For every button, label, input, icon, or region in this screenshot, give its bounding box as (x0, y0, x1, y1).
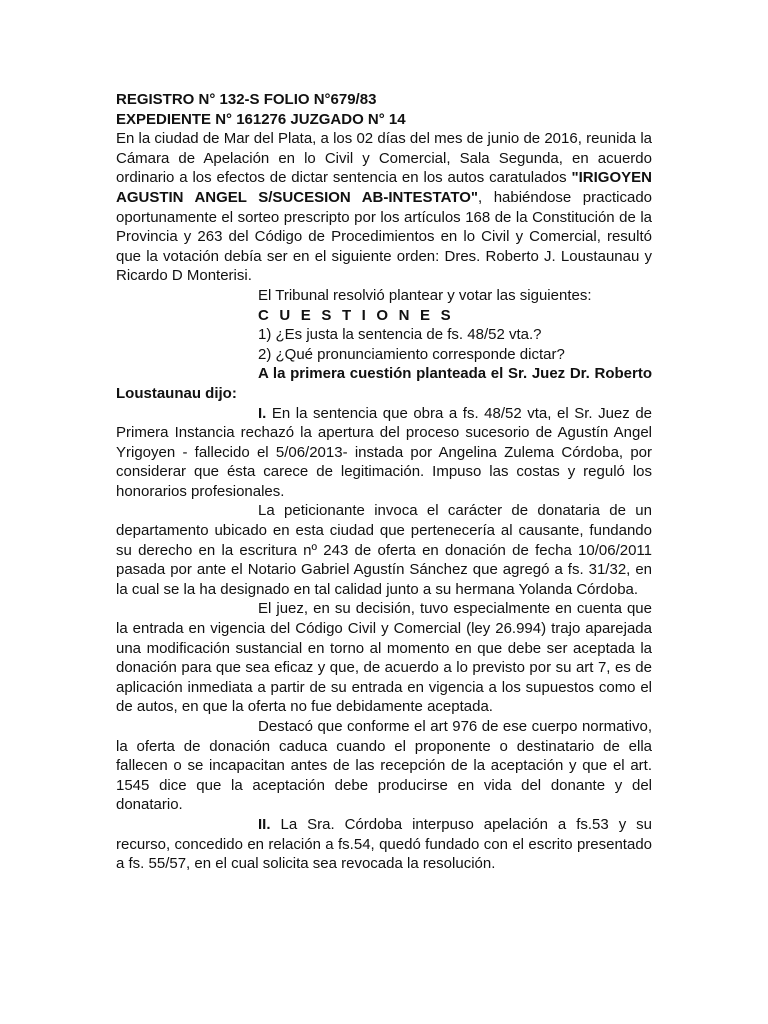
registro-heading: REGISTRO N° 132-S FOLIO N°679/83 (116, 91, 377, 108)
body-paragraph: Destacó que conforme el art 976 de ese cuerpo normativo, la oferta de donación caduca cuando el proponente o destinatario de ella fallecen o se incapacitan antes de las recepción de la aceptación y que el art. 1545 dice que la aceptación debe producirse en vida del donante y del donatario. (116, 718, 652, 814)
question-1: 1) ¿Es justa la sentencia de fs. 48/52 vta.? (258, 326, 542, 344)
cuestiones-title: C U E S T I O N E S (258, 306, 454, 324)
case-title: "IRIGOYEN AGUSTIN ANGEL S/SUCESION AB-INTESTATO" (116, 169, 652, 206)
tribunal-line: El Tribunal resolvió plantear y votar las siguientes: (258, 286, 592, 304)
question-2: 2) ¿Qué pronunciamiento corresponde dictar? (258, 345, 565, 363)
document-page (116, 90, 652, 874)
section-ii-text: La Sra. Córdoba interpuso apelación a fs.53 y su recurso, concedido en relación a fs.54, quedó fundado con el escrito presentado a fs. 55/57, en el cual solicita sea revocada la resolución. (116, 815, 652, 873)
body-paragraph: La peticionante invoca el carácter de donataria de un departamento ubicado en esta ciudad que pertenecería al causante, fundando su derecho en la escritura nº 243 de oferta en donación de fecha 10/06/2011 pasada por ante el Notario Gabriel Agustín Sánchez que agregó a fs. 31/32, en la cual se la ha designado en tal calidad junto a su hermana Yolanda Córdoba. (116, 502, 652, 598)
intro-text-end: , habiéndose practicado oportunamente el sorteo prescripto por los artículos 168 de la Constitución de la Provincia y 263 del Código de Procedimientos en lo Civil y Comercial, resultó que la votación debía ser en el siguiente orden: Dres. Roberto J. Loustaunau y Ricardo D Monterisi. (116, 188, 652, 285)
first-question-heading: A la primera cuestión planteada el Sr. Juez Dr. Roberto Loustaunau dijo: (116, 365, 652, 402)
section-i-label: I. (258, 404, 267, 422)
section-ii-paragraph (116, 815, 652, 874)
intro-text-start: En la ciudad de Mar del Plata, a los 02 días del mes de junio de 2016, reunida la Cámara de Apelación en lo Civil y Comercial, Sala Segunda, en acuerdo ordinario a los efectos de dictar sentencia en los autos caratulados (116, 130, 652, 187)
section-ii-label: II. (258, 815, 271, 833)
section-i-paragraph (116, 404, 652, 502)
intro-paragraph (116, 129, 652, 286)
expediente-heading: EXPEDIENTE N° 161276 JUZGADO N° 14 (116, 110, 406, 128)
section-i-text: En la sentencia que obra a fs. 48/52 vta, el Sr. Juez de Primera Instancia rechazó la apertura del proceso sucesorio de Agustín Angel Yrigoyen - fallecido el 5/06/2013- instada por Angelina Zulema Córdoba, por considerar que ésta carece de legitimación. Impuso las costas y reguló los honorarios profesionales. (116, 404, 652, 500)
body-paragraph: El juez, en su decisión, tuvo especialmente en cuenta que la entrada en vigencia del Código Civil y Comercial (ley 26.994) trajo aparejada una modificación sustancial en torno al momento en que debe ser aceptada la donación para que sea eficaz y que, de acuerdo a lo previsto por su art 7, es de aplicación inmediata a partir de su entrada en vigencia a los supuestos como el de autos, en que la oferta no fue debidamente aceptada. (116, 600, 652, 716)
